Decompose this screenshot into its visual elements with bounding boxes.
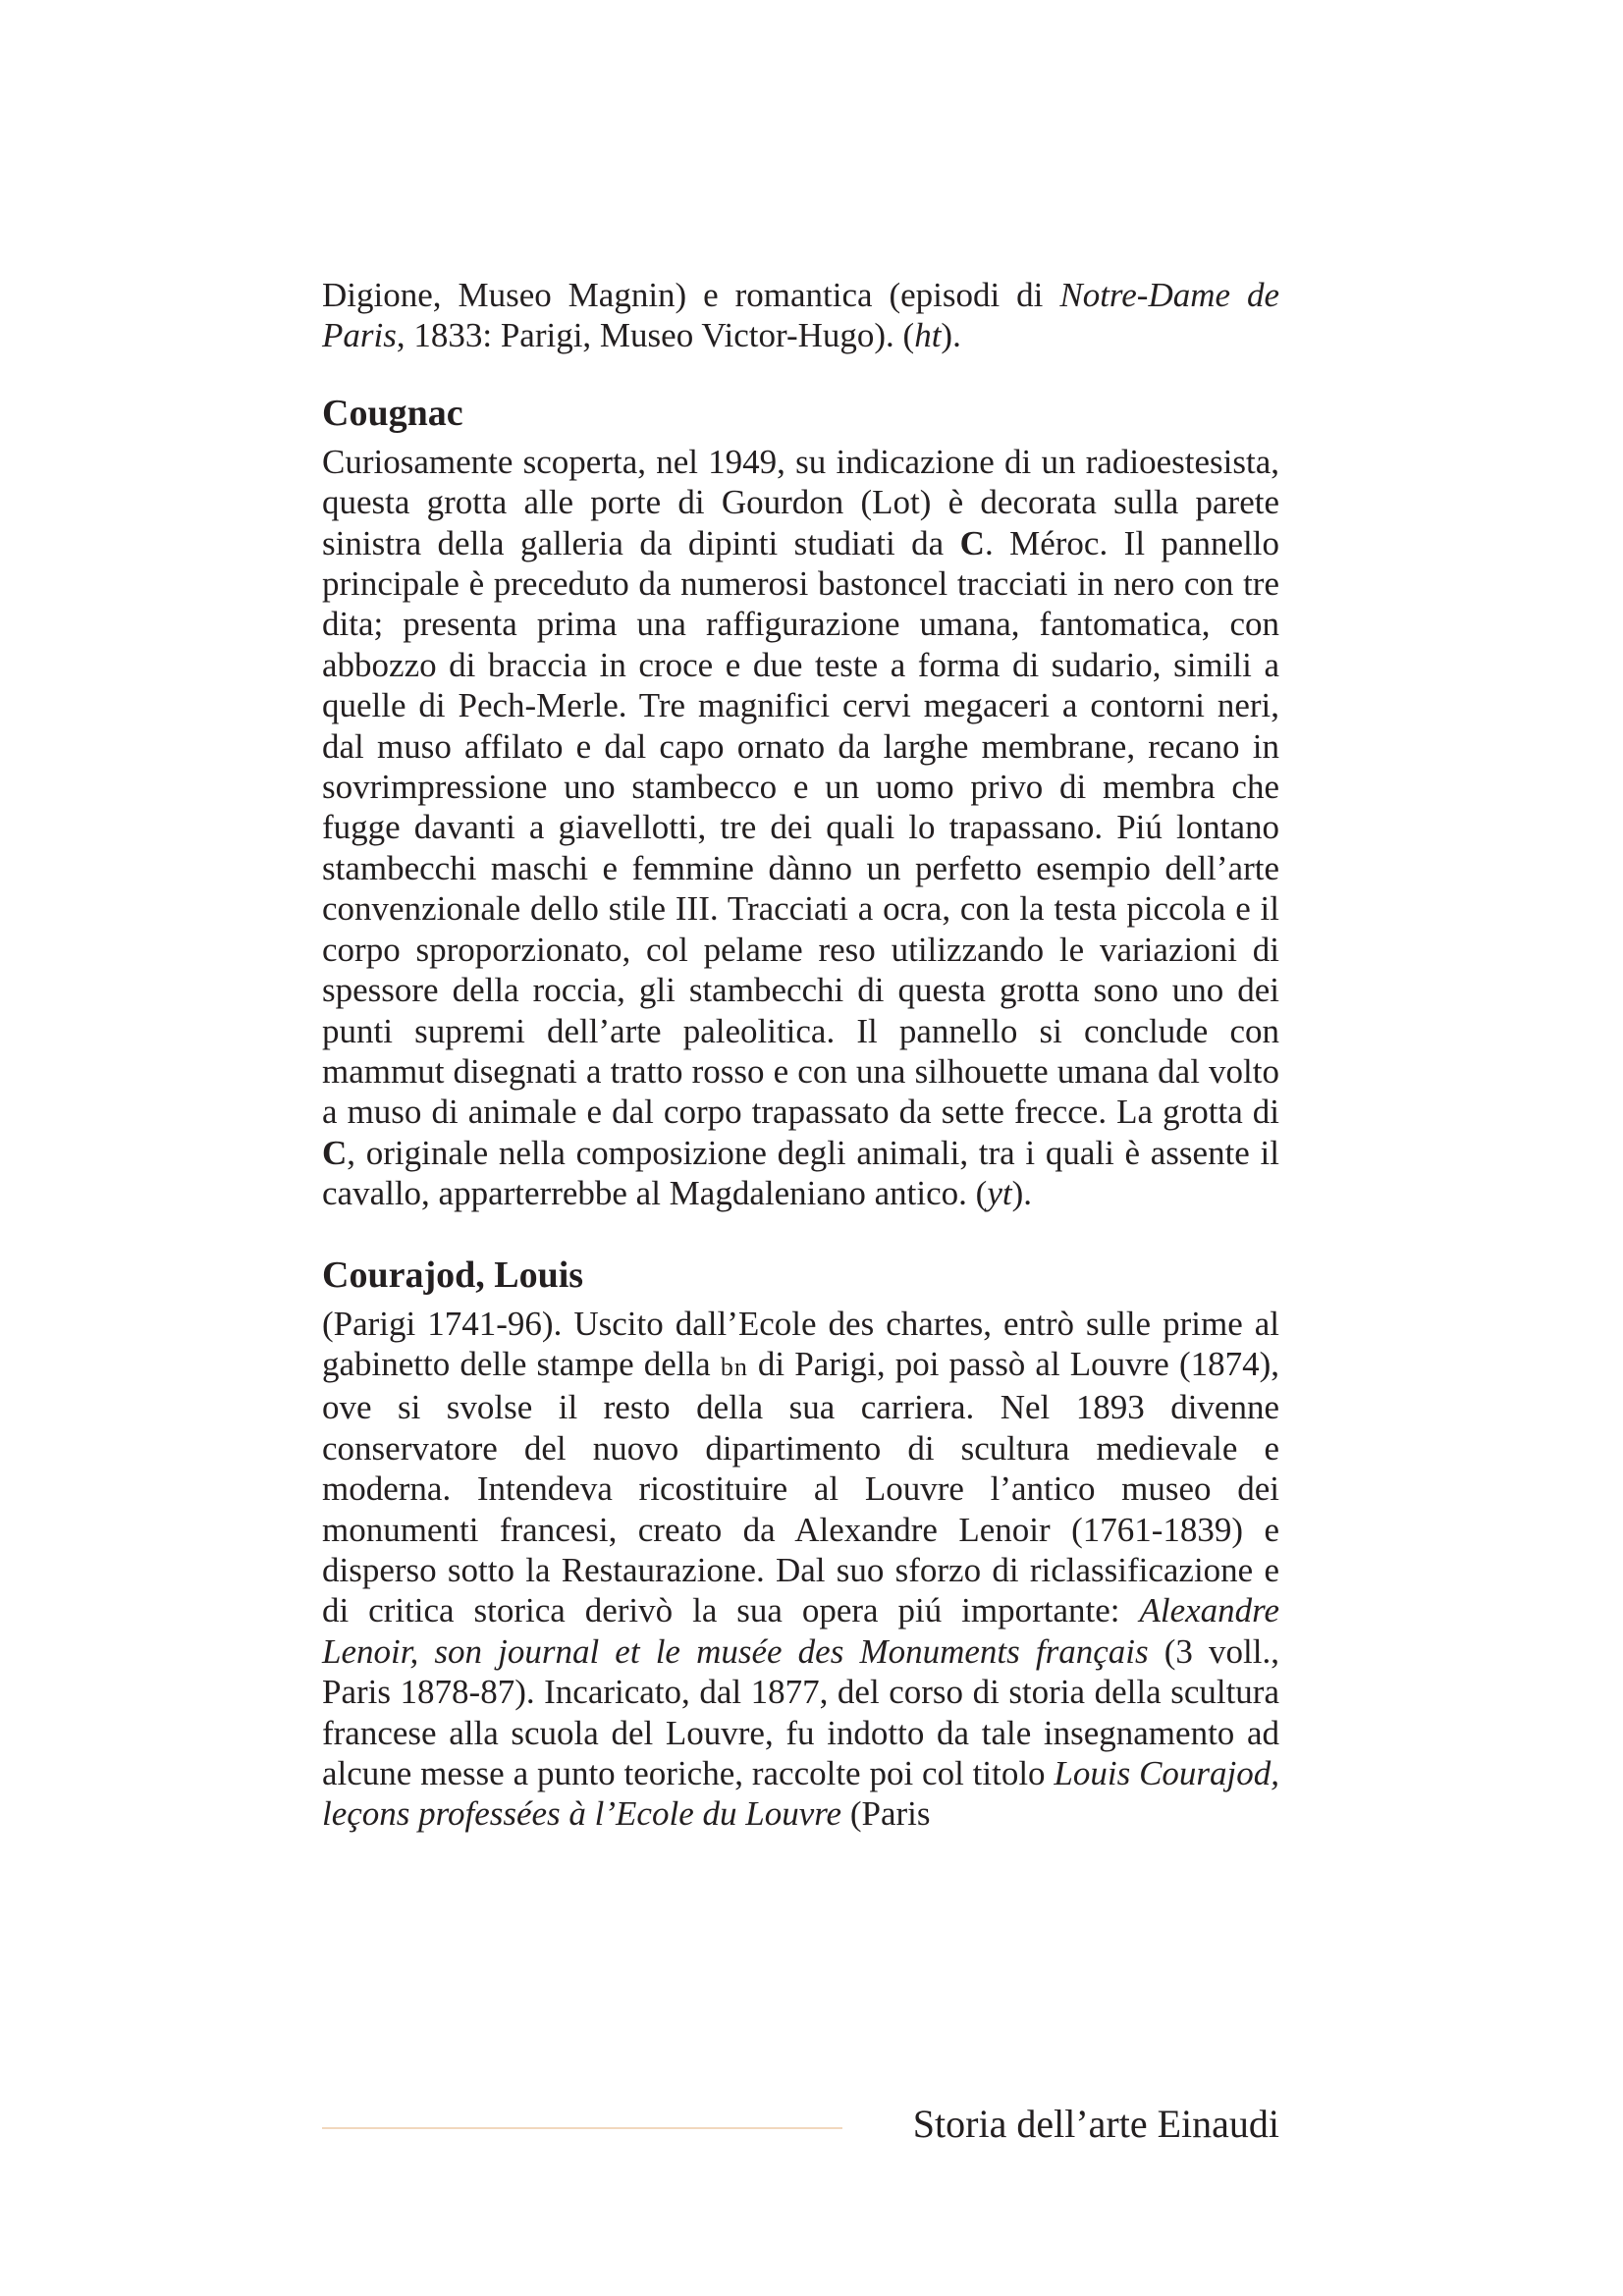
courajod-smallcaps-1: bn <box>720 1352 748 1381</box>
cougnac-author-initials: yt <box>987 1174 1012 1213</box>
entry-heading-cougnac: Cougnac <box>322 392 463 434</box>
cougnac-bold-2: C <box>322 1133 348 1172</box>
entry-body-cougnac <box>322 442 1279 1214</box>
page-footer <box>322 2097 1279 2156</box>
cougnac-text-2: . Méroc. Il pannello principale è preceduto da numerosi bastoncel tracciati in nero con tre dita; presenta prima una raffigurazione umana, fantomatica, con abbozzo di braccia in croce e due teste a forma di sudario, simili a quelle di Pech-Merle. Tre magnifici cervi megaceri a contorni neri, dal muso affilato e dal capo ornato da larghe membrane, recano in sovrimpressione uno stambecco e un uomo privo di membra che fugge davanti a giavellotti, tre dei quali lo trapassano. Piú lontano stambecchi maschi e femmine dànno un perfetto esempio dell’arte convenzionale dello stile III. Tracciati a ocra, con la testa piccola e il corpo sproporzionato, col pelame reso utilizzando le variazioni di spessore della roccia, gli stambecchi di questa grotta sono uno dei punti supremi dell’arte paleolitica. Il pannello si conclude con mammut disegnati a tratto rosso e con una silhouette umana dal volto a muso di animale e dal corpo trapassato da sette frecce. La grotta di <box>322 523 1279 1132</box>
courajod-text-1: (Parigi 1741-96). Uscito dall’Ecole des chartes, entrò sulle prime al gabinetto delle stampe della <box>322 1304 1279 1383</box>
intro-text-3: ). <box>941 316 961 355</box>
cougnac-text-1: Curiosamente scoperta, nel 1949, su indicazione di un radioestesista, questa grotta alle porte di Gourdon (Lot) è decorata sulla parete sinistra della galleria da dipinti studiati da <box>322 442 1279 562</box>
intro-italic-title: Notre-Dame de Paris <box>322 276 1280 355</box>
cougnac-text-3: , originale nella composizione degli animali, tra i quali è assente il cavallo, apparterrebbe al Magdaleniano antico. ( <box>322 1133 1279 1213</box>
page-content <box>322 275 1279 1835</box>
spacer <box>322 1214 1279 1254</box>
courajod-text-2: di Parigi, poi passò al Louvre (1874), ove si svolse il resto della sua carriera. Nel 1893 divenne conservatore del nuovo dipartimento di scultura medievale e moderna. Intendeva ricostituire al Louvre l’antico museo dei monumenti francesi, creato da Alexandre Lenoir (1761-1839) e disperso sotto la Restaurazione. Dal suo sforzo di riclassificazione e di critica storica derivò la sua opera piú importante: <box>322 1344 1280 1630</box>
intro-text-1: Digione, Museo Magnin) e romantica (episodi di <box>322 276 1060 314</box>
courajod-italic-title-2: Louis Courajod, leçons professées à l’Ecole du Louvre <box>322 1754 1280 1834</box>
entry-heading-courajod: Courajod, Louis <box>322 1254 584 1296</box>
intro-text-2: , 1833: Parigi, Museo Victor-Hugo). ( <box>396 316 915 355</box>
entry-body-courajod <box>322 1304 1279 1835</box>
footer-title: Storia dell’arte Einaudi <box>912 2102 1279 2146</box>
courajod-text-3: (3 voll., Paris 1878-87). Incaricato, dal 1877, del corso di storia della scultura francese alla scuola del Louvre, fu indotto da tale insegnamento ad alcune messe a punto teoriche, raccolte poi col titolo <box>322 1631 1280 1792</box>
spacer <box>322 356 1279 392</box>
courajod-italic-title-1: Alexandre Lenoir, son journal et le musée des Monuments français <box>322 1591 1279 1671</box>
footer-rule <box>322 2127 842 2129</box>
cougnac-text-4: ). <box>1011 1174 1032 1213</box>
intro-paragraph <box>322 275 1279 356</box>
intro-author-initials: ht <box>914 316 942 355</box>
cougnac-bold-1: C <box>959 523 985 562</box>
courajod-text-4: (Paris <box>841 1794 931 1834</box>
